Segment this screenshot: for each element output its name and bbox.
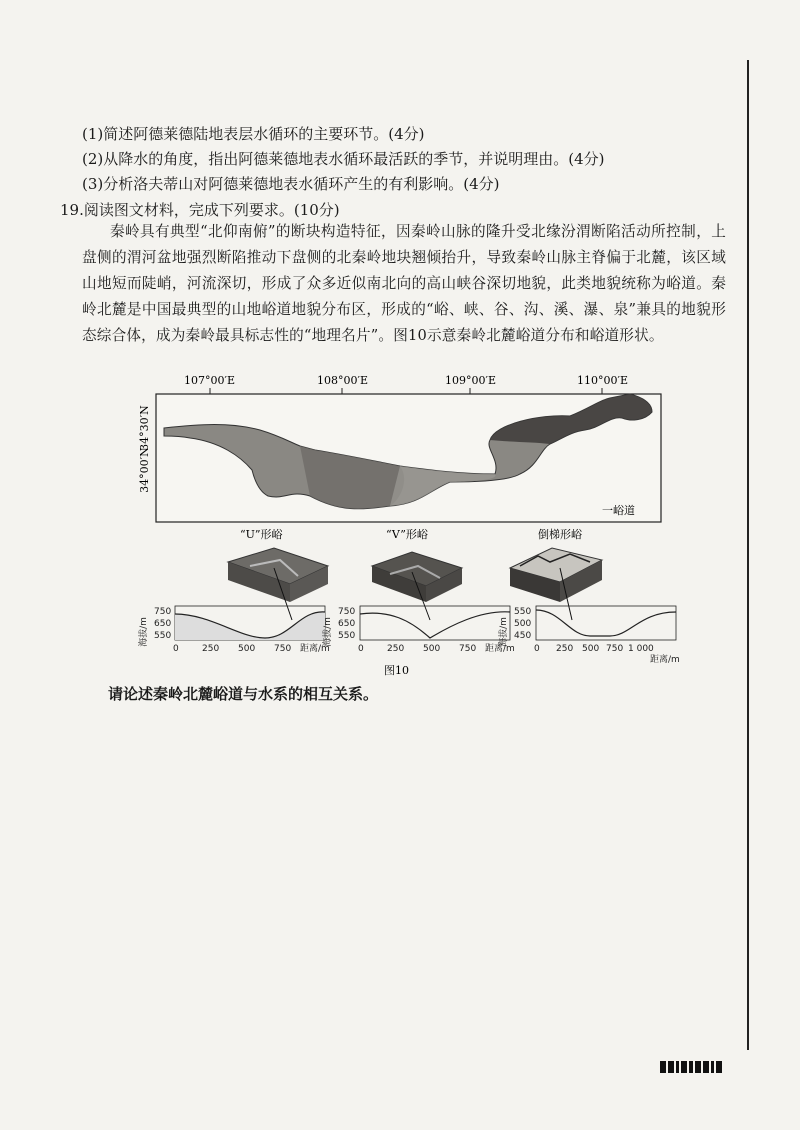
svg-text:海拔/m: 海拔/m	[499, 617, 509, 647]
svg-text:海拔/m: 海拔/m	[323, 617, 333, 647]
svg-text:450: 450	[514, 631, 532, 641]
lat-label-3430: 34°30′N	[138, 405, 151, 451]
map-legend: 一峪道	[602, 504, 635, 517]
question-19-paragraph: 秦岭具有典型“北仰南俯”的断块构造特征，因秦岭山脉的隆升受北缘汾渭断陷活动所控制，上盘侧的渭河盆地强烈断陷推动下盘侧的北秦岭地块翘倾抬升，导致秦岭山脉主脊偏于北麓，该区域山地短而陡峭，河流深切，形成了众多近似南北向的高山峡谷深切地貌，此类地貌统称为峪道。秦岭北麓是中国最典型的山地峪道地貌分布区，形成的“峪、峡、谷、沟、溪、瀑、泉”兼具的地貌形态综合体，成为秦岭最具标志性的“地理名片”。图10示意秦岭北麓峪道分布和峪道形状。	[82, 223, 726, 344]
panel-u-profile	[137, 606, 330, 654]
question-18-2: (2)从降水的角度，指出阿德莱德地表水循环最活跃的季节，并说明理由。(4分)	[82, 150, 605, 168]
svg-text:500: 500	[423, 644, 441, 654]
svg-text:1 000: 1 000	[628, 644, 654, 654]
svg-text:650: 650	[338, 619, 356, 629]
question-19-prompt: 请论述秦岭北麓峪道与水系的相互关系。	[108, 685, 379, 703]
panel-v-profile	[321, 606, 515, 654]
svg-text:650: 650	[154, 619, 172, 629]
lon-label-108: 108°00′E	[317, 374, 369, 387]
panel-trap-title: 倒梯形峪	[538, 528, 582, 541]
svg-text:750: 750	[459, 644, 477, 654]
svg-text:550: 550	[154, 631, 172, 641]
panel-trap-profile	[497, 606, 680, 665]
svg-text:0: 0	[358, 644, 364, 654]
panel-u-title: “U”形峪	[240, 528, 283, 541]
svg-text:550: 550	[338, 631, 356, 641]
svg-text:750: 750	[274, 644, 292, 654]
svg-text:250: 250	[202, 644, 220, 654]
figure-caption: 图10	[384, 664, 409, 677]
svg-text:250: 250	[387, 644, 405, 654]
question-18-1: (1)简述阿德莱德陆地表层水循环的主要环节。(4分)	[82, 125, 425, 143]
question-18-3: (3)分析洛夫蒂山对阿德莱德地表水循环产生的有利影响。(4分)	[82, 175, 500, 193]
svg-text:距离/m: 距离/m	[485, 644, 515, 654]
svg-text:250: 250	[556, 644, 574, 654]
svg-text:550: 550	[514, 607, 532, 617]
svg-text:500: 500	[514, 619, 532, 629]
lon-label-107: 107°00′E	[184, 374, 236, 387]
margin-rule	[747, 60, 749, 1050]
svg-text:海拔/m: 海拔/m	[139, 617, 149, 647]
svg-text:距离/m: 距离/m	[300, 644, 330, 654]
svg-text:750: 750	[154, 607, 172, 617]
svg-text:750: 750	[606, 644, 624, 654]
panel-u-block	[228, 548, 328, 620]
svg-text:距离/m: 距离/m	[650, 655, 680, 665]
svg-text:0: 0	[173, 644, 179, 654]
svg-text:750: 750	[338, 607, 356, 617]
question-19-title: 19.阅读图文材料，完成下列要求。(10分)	[60, 201, 340, 219]
svg-text:500: 500	[238, 644, 256, 654]
lon-label-110: 110°00′E	[577, 374, 629, 387]
lat-label-3400: 34°00′N	[138, 447, 151, 493]
svg-text:500: 500	[582, 644, 600, 654]
lon-label-109: 109°00′E	[445, 374, 497, 387]
panel-v-title: “V”形峪	[386, 528, 428, 541]
qr-code-strip	[660, 1058, 748, 1072]
figure-10	[140, 370, 680, 680]
svg-text:0: 0	[534, 644, 540, 654]
panel-v-block	[372, 552, 462, 620]
